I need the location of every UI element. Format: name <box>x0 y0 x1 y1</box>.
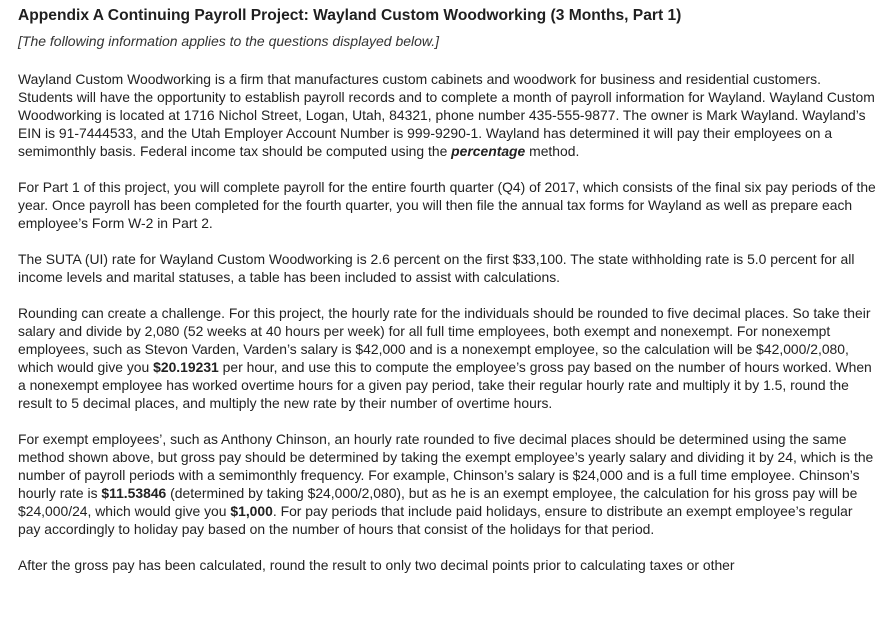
p1-emphasis: percentage <box>451 143 526 159</box>
p5-b: (determined by taking $24,000/2,080), but as he is an exempt employee, the calculation for his gross pay will be $24,000/24, which would give you <box>18 485 858 519</box>
p4-b: per hour, and use this to compute the employee’s gross pay based on the number of hours worked. When a nonexempt employee has worked overtime hours for a given pay period, take their regular hourly rate and multiply it by 1.5, round the result to 5 decimal places, and multiply the new rate by their number of overtime hours. <box>18 359 872 411</box>
paragraph-suta: The SUTA (UI) rate for Wayland Custom Woodworking is 2.6 percent on the first $33,100. The state withholding rate is 5.0 percent for all income levels and marital statuses, a table has been included to assist with calculations. <box>18 251 855 285</box>
p4-bold: $20.19231 <box>153 359 219 375</box>
p5-bold2: $1,000 <box>230 503 273 519</box>
paragraph-gross-pay: After the gross pay has been calculated, round the result to only two decimal points prior to calculating taxes or other <box>18 557 735 573</box>
paragraph-rounding <box>18 304 877 412</box>
p5-c: . For pay periods that include paid holidays, ensure to distribute an exempt employee’s regular pay accordingly to holiday pay based on the number of hours that consist of the holidays for that period. <box>18 503 853 537</box>
p4-a: Rounding can create a challenge. For this project, the hourly rate for the individuals should be rounded to five decimal places. So take their salary and divide by 2,080 (52 weeks at 40 hours per week) for all full time employees, both exempt and nonexempt. For nonexempt employees, such as Stevon Varden, Varden’s salary is $42,000 and is a nonexempt employee, so the calculation will be $42,000/2,080, which would give you <box>18 305 871 375</box>
p5-bold1: $11.53846 <box>101 485 167 501</box>
p1-text: Wayland Custom Woodworking is a firm that manufactures custom cabinets and woodwork for business and residential customers. Students will have the opportunity to establish payroll records and to complete a month of payroll information for Wayland. Wayland Custom Woodworking is located at 1716 Nichol Street, Logan, Utah, 84321, phone number 435-555-9877. The owner is Mark Wayland. Wayland’s EIN is 91-7444533, and the Utah Employer Account Number is 999-9290-1. Wayland has determined it will pay their employees on a semimonthly basis. Federal income tax should be computed using the <box>18 71 875 159</box>
paragraph-exempt <box>18 430 877 538</box>
page-title: Appendix A Continuing Payroll Project: Wayland Custom Woodworking (3 Months, Part 1) <box>18 7 682 24</box>
intro-note: [The following information applies to the questions displayed below.] <box>18 33 440 49</box>
paragraph-company-info <box>18 70 877 160</box>
p1-end: method. <box>525 143 580 159</box>
paragraph-part1: For Part 1 of this project, you will complete payroll for the entire fourth quarter (Q4) of 2017, which consists of the final six pay periods of the year. Once payroll has been completed for the fourth quarter, you will then file the annual tax forms for Wayland as well as prepare each employee’s Form W-2 in Part 2. <box>18 179 876 231</box>
p5-a: For exempt employees’, such as Anthony Chinson, an hourly rate rounded to five decimal places should be determined using the same method shown above, but gross pay should be determined by taking the exempt employee’s yearly salary and dividing it by 24, which is the number of payroll periods with a semimonthly frequency. For example, Chinson’s salary is $24,000 and is a full time employee. Chinson’s hourly rate is <box>18 431 874 501</box>
